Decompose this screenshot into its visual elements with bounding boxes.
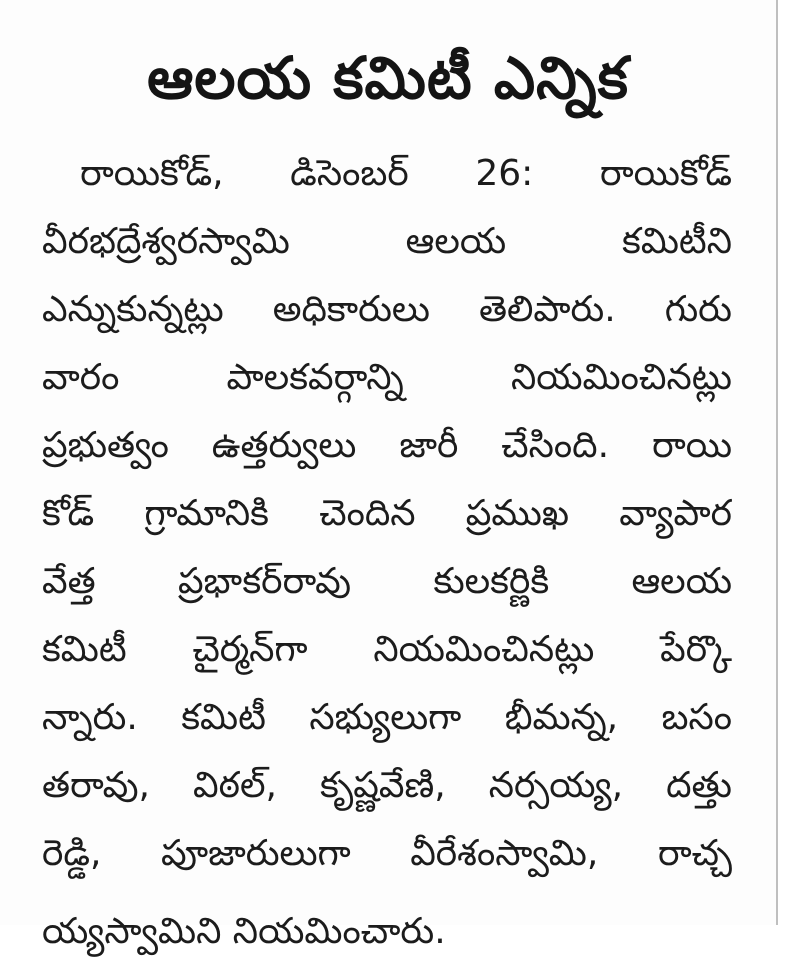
article-line: వేత్త ప్రభాకర్‌రావు కులకర్ణికి ఆలయ [42, 561, 732, 602]
article-line: ఎన్నుకున్నట్లు అధికారులు తెలిపారు. గురు [42, 289, 732, 330]
article-line: తరావు, విఠల్, కృష్ణవేణి, నర్సయ్య, దత్తు [42, 765, 732, 806]
article-line: న్నారు. కమిటీ సభ్యులుగా భీమన్న, బసం [42, 697, 732, 738]
article-line: వీరభద్రేశ్వరస్వామి ఆలయ కమిటీని [42, 221, 732, 262]
page-edge-divider [776, 0, 800, 925]
article-line: వారం పాలకవర్గాన్ని నియమించినట్లు [42, 357, 732, 398]
article-line: రాయికోడ్, డిసెంబర్ 26: రాయికోడ్ [80, 153, 732, 194]
article-body [42, 140, 732, 952]
article-line-cut-off: య్యస్వామిని నియమించారు. [42, 911, 446, 952]
article-line: కమిటీ చైర్మన్‌గా నియమించినట్లు పేర్కొ [42, 629, 732, 670]
article-line: కోడ్ గ్రామానికి చెందిన ప్రముఖ వ్యాపార [42, 493, 732, 534]
article-headline: ఆలయ కమిటీ ఎన్నిక [147, 44, 629, 112]
article-line: రెడ్డి, పూజారులుగా వీరేశంస్వామి, రాచ్చ [42, 833, 732, 874]
article-line: ప్రభుత్వం ఉత్తర్వులు జారీ చేసింది. రాయి [42, 425, 732, 466]
